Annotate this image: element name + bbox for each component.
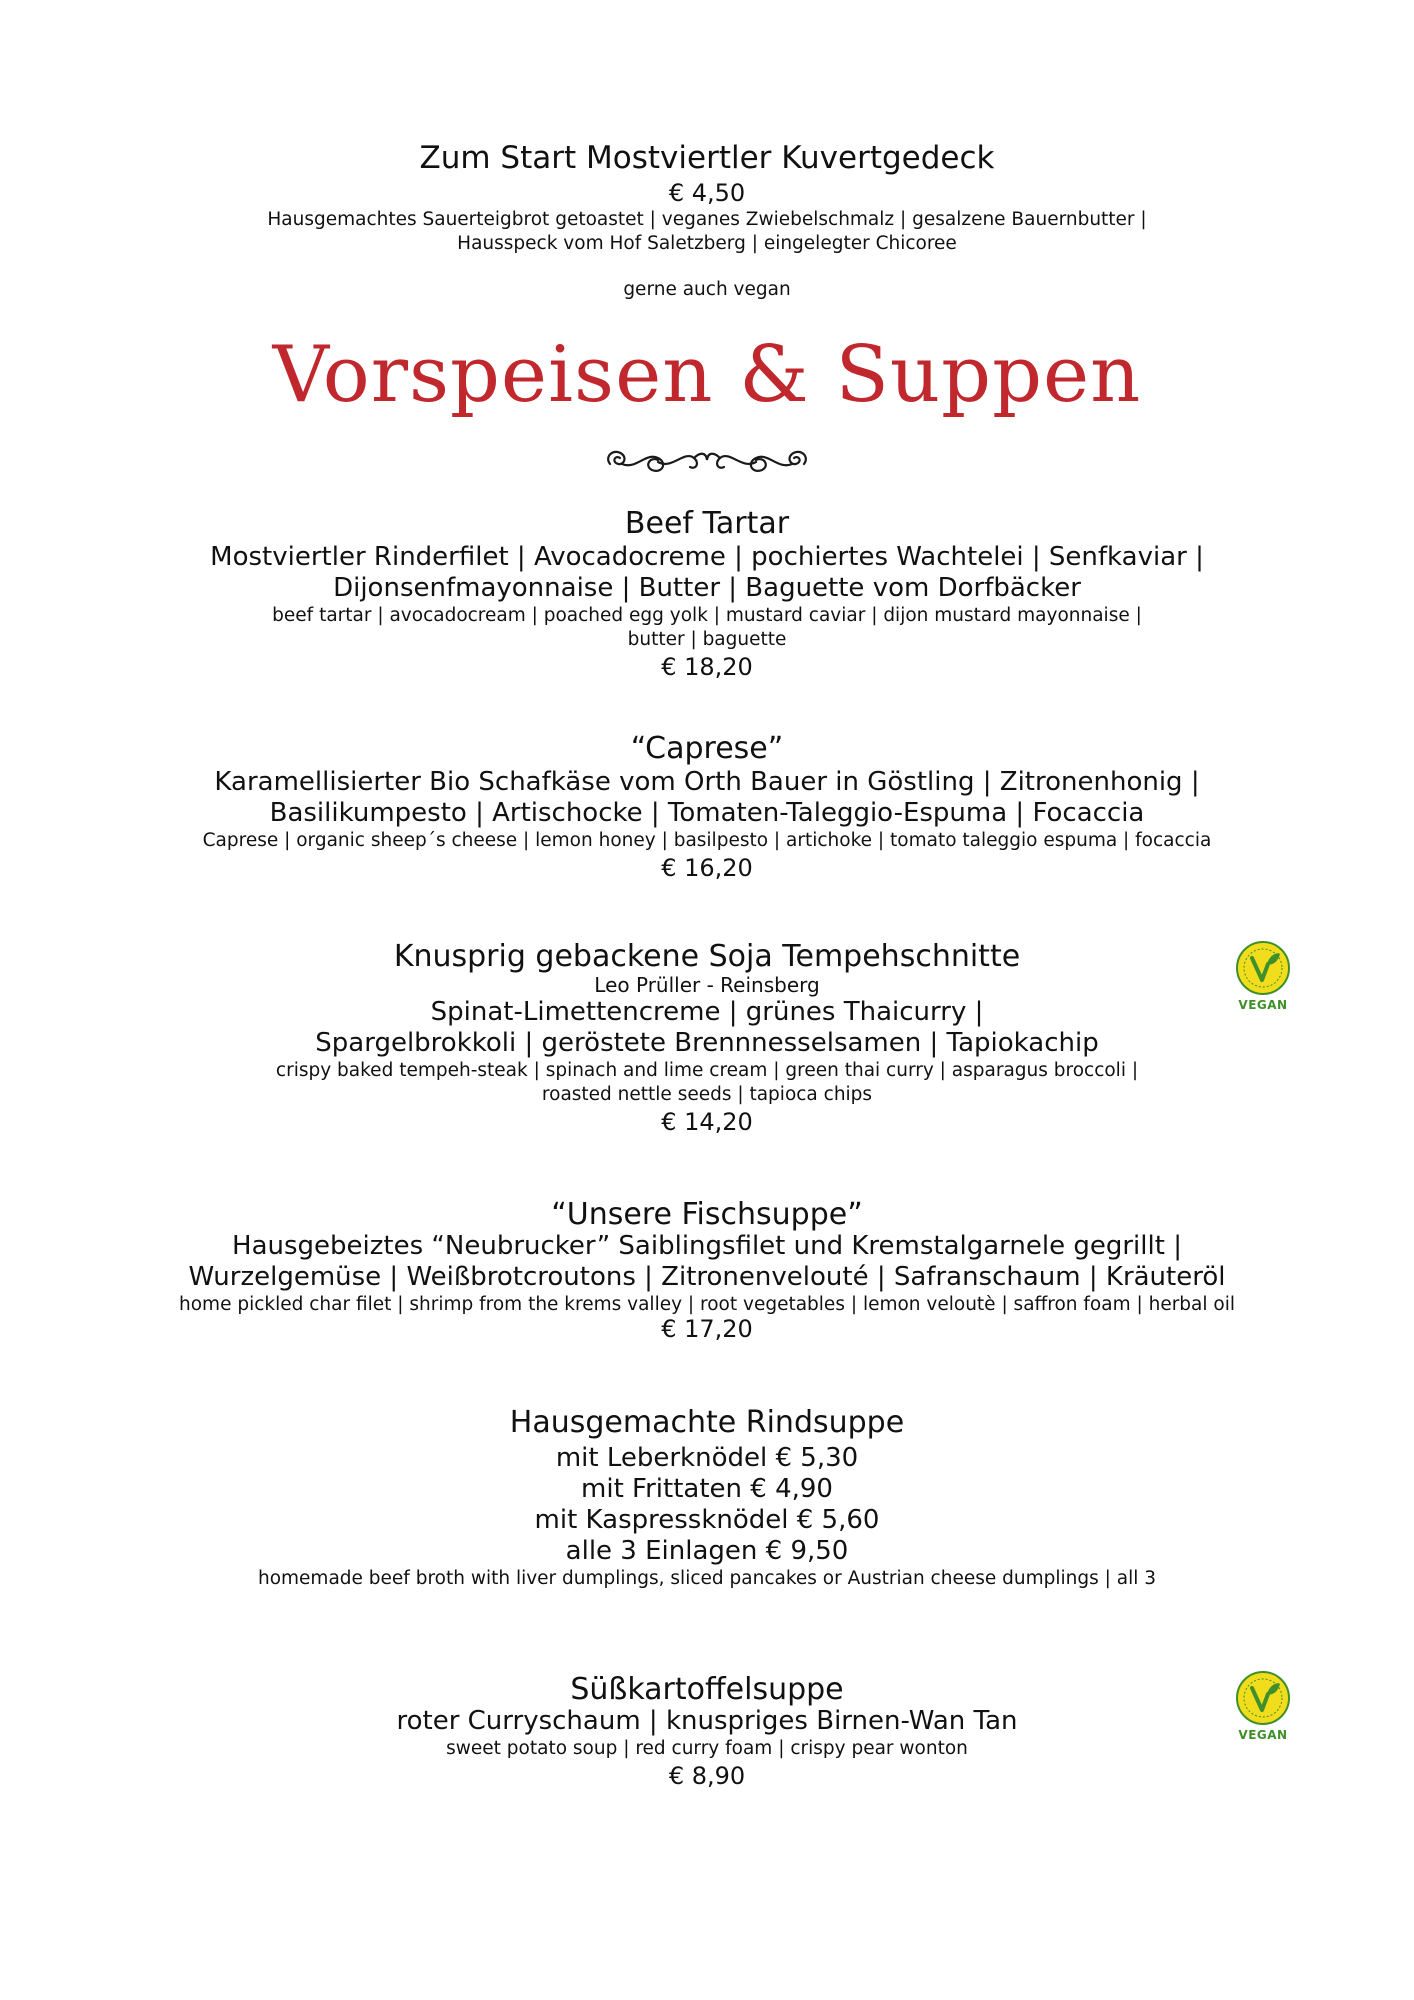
dish-desc-de: Hausgebeiztes “Neubrucker” Saiblingsfilet und Kremstalgarnele gegrillt | [232,1231,1182,1261]
dish-desc-en: homemade beef broth with liver dumplings, sliced pancakes or Austrian cheese dumplings | all 3 [257,1568,1156,1589]
dish-desc-de: Wurzelgemüse | Weißbrotcroutons | Zitronenvelouté | Safranschaum | Kräuteröl [188,1262,1226,1292]
dish-price: € 16,20 [661,854,753,882]
dish-price: € 18,20 [661,653,753,681]
dish-desc-de: Mostviertler Rinderfilet | Avocadocreme | pochiertes Wachtelei | Senfkaviar | [210,542,1204,572]
dish-desc-de: Spinat-Limettencreme | grünes Thaicurry | [430,997,984,1027]
dish-name: “Caprese” [630,731,784,766]
cover-desc-line: Hausgemachtes Sauerteigbrot getoastet | veganes Zwiebelschmalz | gesalzene Bauernbutter | [267,209,1147,230]
dish-desc-en: sweet potato soup | red curry foam | crispy pear wonton [446,1738,968,1759]
vegan-badge-icon [1232,1670,1294,1744]
vegan-badge-icon [1232,940,1294,1014]
scroll-ornament-svg [602,440,812,480]
dish-desc-de: Karamellisierter Bio Schafkäse vom Orth Bauer in Göstling | Zitronenhonig | [214,767,1200,797]
scroll-ornament-icon [0,440,1414,484]
cover-price: € 4,50 [668,179,746,207]
dish-price: € 17,20 [661,1315,753,1343]
dish-name: “Unsere Fischsuppe” [551,1197,863,1232]
dish-name: Beef Tartar [624,506,790,541]
dish-option: mit Frittaten € 4,90 [581,1474,833,1504]
dish-desc-en: Caprese | organic sheep´s cheese | lemon honey | basilpesto | artichoke | tomato taleggio espuma | focaccia [202,830,1212,851]
dish-tempeh [0,941,1414,1137]
dish-option: mit Leberknödel € 5,30 [555,1443,859,1473]
dish-caprese [0,733,1414,883]
dish-fischsuppe [0,1199,1414,1341]
dish-price: € 8,90 [668,1762,746,1790]
dish-desc-en: home pickled char filet | shrimp from the krems valley | root vegetables | lemon veloutè | saffron foam | herbal oil [179,1294,1235,1315]
dish-desc-en: crispy baked tempeh-steak | spinach and lime cream | green thai curry | asparagus broccoli | [275,1060,1139,1081]
dish-desc-en: butter | baguette [627,629,787,650]
cover-desc-line: Hausspeck vom Hof Saletzberg | eingelegter Chicoree [457,233,957,254]
cover-note: gerne auch vegan [623,279,791,300]
dish-suesskartoffelsuppe [0,1674,1414,1791]
dish-name: Knusprig gebackene Soja Tempehschnitte [393,939,1021,974]
dish-option: mit Kaspressknödel € 5,60 [534,1505,880,1535]
cover-charge-block [0,138,1414,302]
dish-name: Hausgemachte Rindsuppe [509,1405,905,1440]
dish-desc-en: roasted nettle seeds | tapioca chips [541,1084,873,1105]
dish-producer: Leo Prüller - Reinsberg [594,973,820,997]
vegan-label: VEGAN [1238,1728,1288,1742]
dish-rindsuppe [0,1407,1414,1591]
dish-option: alle 3 Einlagen € 9,50 [565,1536,849,1566]
dish-desc-de: Dijonsenfmayonnaise | Butter | Baguette vom Dorfbäcker [333,573,1081,603]
dish-beef-tartar [0,508,1414,682]
dish-desc-de: roter Curryschaum | knuspriges Birnen-Wan Tan [396,1706,1018,1736]
cover-title: Zum Start Mostviertler Kuvertgedeck [419,140,995,176]
dish-desc-de: Basilikumpesto | Artischocke | Tomaten-Taleggio-Espuma | Focaccia [269,798,1145,828]
dish-price: € 14,20 [661,1108,753,1136]
dish-desc-de: Spargelbrokkoli | geröstete Brennnesselsamen | Tapiokachip [315,1028,1099,1058]
section-heading-block [0,325,1414,425]
dish-name: Süßkartoffelsuppe [570,1672,844,1707]
section-heading: Vorspeisen & Suppen [272,330,1142,420]
dish-desc-en: beef tartar | avocadocream | poached egg yolk | mustard caviar | dijon mustard mayonnaise | [272,605,1142,626]
vegan-label: VEGAN [1238,998,1288,1012]
